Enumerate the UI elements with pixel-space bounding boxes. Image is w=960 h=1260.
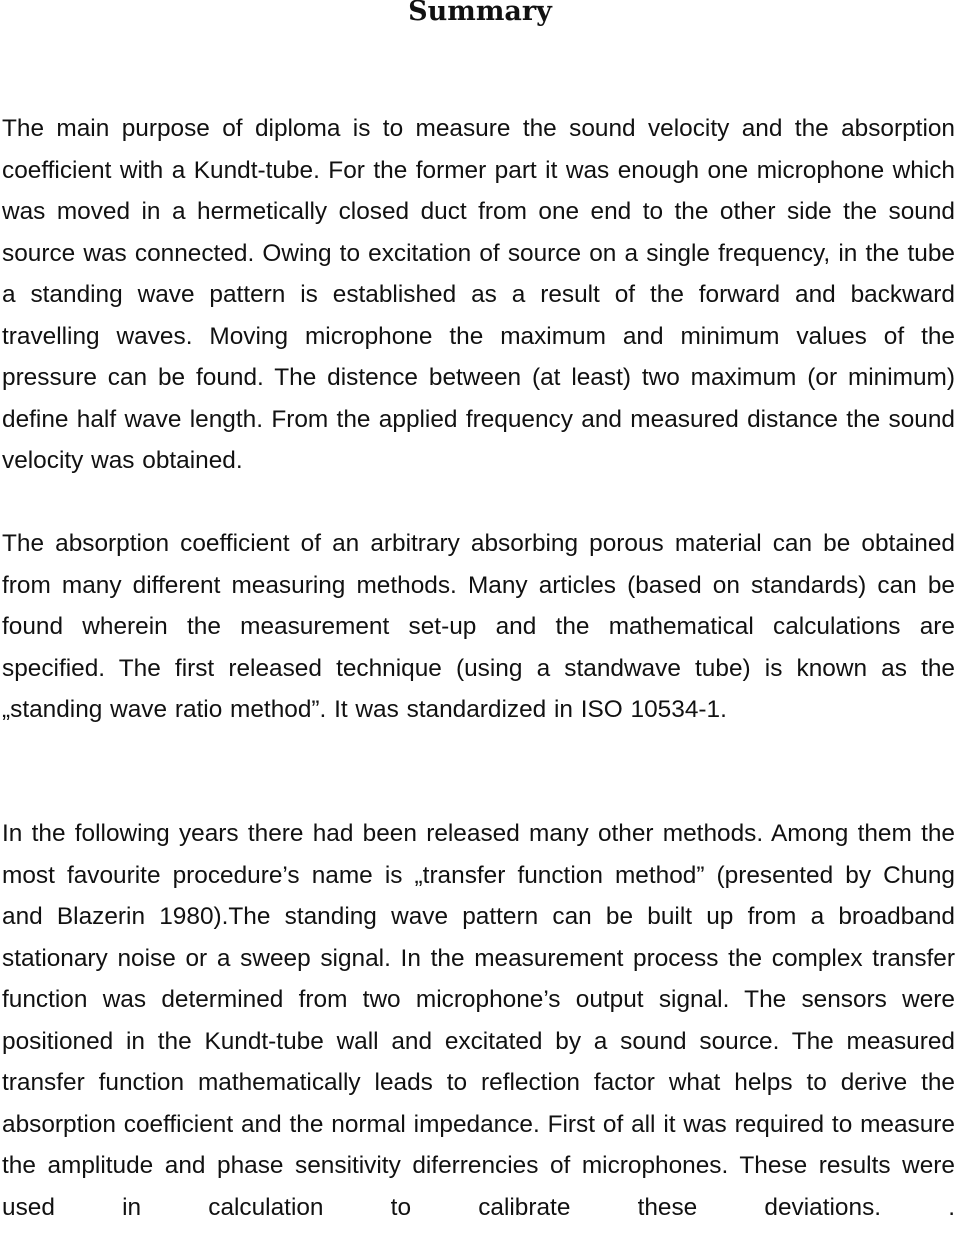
paragraph-absorption-methods: The absorption coefficient of an arbitrary absorbing porous material can be obtained from many different measuring methods. Many articles (based on standards) can be found wherein the measurement set-up and the mathematical calculations are specified. The first released technique (using a standwave tube) is known as the „standing wave ratio method”. It was standardized in ISO 10534-1.: [2, 530, 955, 723]
paragraph-transfer-function: In the following years there had been released many other methods. Among them the most favourite procedure’s name is „transfer function method” (presented by Chung and Blazerin 1980).The standing wave pattern can be built up from a broadband stationary noise or a sweep signal. In the measurement process the complex transfer function was determined from two microphone’s output signal. The sensors were positioned in the Kundt-tube wall and excitated by a sound source. The measured transfer function mathematically leads to reflection factor what helps to derive the absorption coefficient and the normal impedance. First of all it was required to measure the amplitude and phase sensitivity diferrencies of microphones. These results were used in calculation to calibrate these deviations. .: [2, 820, 955, 1221]
paragraph-purpose: The main purpose of diploma is to measure the sound velocity and the absorption coefficient with a Kundt-tube. For the former part it was enough one microphone which was moved in a hermetically closed duct from one end to the other side the sound source was connected. Owing to excitation of source on a single frequency, in the tube a standing wave pattern is established as a result of the forward and backward travelling waves. Moving microphone the maximum and minimum values of the pressure can be found. The distence between (at least) two maximum (or minimum) define half wave length. From the applied frequency and measured distance the sound velocity was obtained.: [2, 115, 955, 474]
page-title: Summary: [408, 0, 552, 27]
